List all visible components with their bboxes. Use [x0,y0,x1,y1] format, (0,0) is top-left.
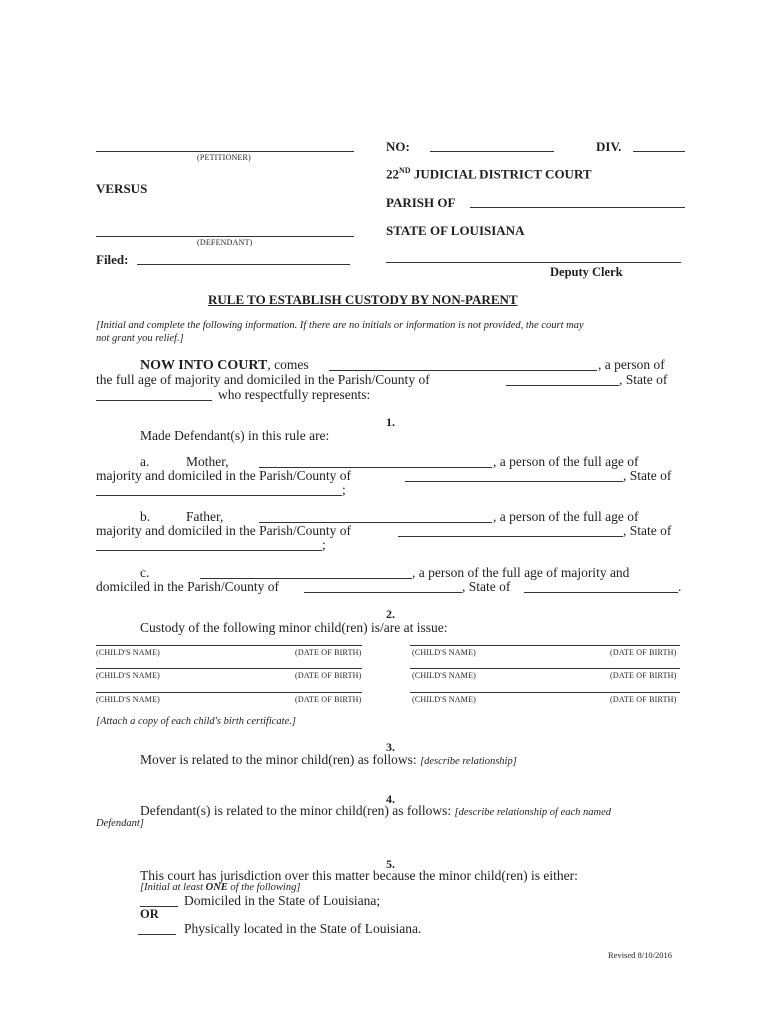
child-4-dob-label: (DATE OF BIRTH) [610,671,677,680]
case-no-line[interactable] [430,151,554,152]
court-name [386,166,592,182]
section-1-number: 1. [386,415,395,429]
defendant-a-letter: a. [140,454,150,469]
section-5-hint-one: ONE [205,882,228,893]
defendant-a-full-age: , a person of the full age of [493,454,639,469]
child-6-name-label: (CHILD'S NAME) [412,695,477,704]
option-located: Physically located in the State of Louisiana. [184,921,422,936]
other-parish-line[interactable] [304,592,462,593]
section-3-text [140,752,517,768]
state-label: STATE OF LOUISIANA [386,223,525,238]
section-3-number: 3. [386,740,395,754]
defendant-a-state-of: , State of [623,468,672,483]
child-3-name-label: (CHILD'S NAME) [96,671,161,680]
deputy-clerk-label: Deputy Clerk [550,265,623,279]
div-line[interactable] [633,151,685,152]
child-2-dob-label: (DATE OF BIRTH) [610,648,677,657]
section-3-hint: [describe relationship] [420,756,517,767]
section-5-hint-pre: [Initial at least [140,882,206,893]
child-4-name-label: (CHILD'S NAME) [412,671,477,680]
defendant-b-letter: b. [140,509,151,524]
child-5-line[interactable] [96,692,362,693]
option-domiciled: Domiciled in the State of Louisiana; [184,893,381,908]
defendant-c-period: . [678,579,682,594]
intro-person-of: , a person of [598,357,665,372]
section-4-hint-2: Defendant] [96,818,144,829]
revised-date: Revised 8/10/2016 [608,950,672,960]
child-4-line[interactable] [410,668,680,669]
section-4-number: 4. [386,792,395,806]
filed-label: Filed: [96,252,129,267]
child-2-name-label: (CHILD'S NAME) [412,648,477,657]
child-2-line[interactable] [410,645,680,646]
defendant-b-semicolon: ; [322,537,326,552]
mother-parish-line[interactable] [405,481,623,482]
mother-state-line[interactable] [96,495,342,496]
child-3-dob-label: (DATE OF BIRTH) [295,671,362,680]
instructions-line-1: [Initial and complete the following information. If there are no initials or information is not provided, the court may [96,320,584,331]
child-1-dob-label: (DATE OF BIRTH) [295,648,362,657]
father-state-line[interactable] [96,550,322,551]
defendant-b-role: Father, [186,509,224,524]
mover-parish-line[interactable] [506,385,619,386]
defendant-c-state-of: , State of [462,579,511,594]
child-1-line[interactable] [96,645,362,646]
page-title: RULE TO ESTABLISH CUSTODY BY NON-PARENT [208,292,518,307]
div-label: DIV. [596,139,622,154]
section-1-text: Made Defendant(s) in this rule are: [140,428,330,443]
child-1-name-label: (CHILD'S NAME) [96,648,161,657]
section-2-text: Custody of the following minor child(ren) is/are at issue: [140,620,448,635]
section-4-body: Defendant(s) is related to the minor child(ren) as follows: [140,803,452,818]
defendant-c-person: , a person of the full age of majority and [412,565,630,580]
child-5-dob-label: (DATE OF BIRTH) [295,695,362,704]
now-into-court: NOW INTO COURT [140,358,268,373]
defendant-c-letter: c. [140,565,150,580]
defendant-c-domiciled: domiciled in the Parish/County of [96,579,279,594]
parish-line[interactable] [470,207,685,208]
defendant-label: (DEFENDANT) [197,238,253,247]
child-6-line[interactable] [410,692,680,693]
defendant-a-majority: majority and domiciled in the Parish/County of [96,468,351,483]
case-no-label: NO: [386,139,410,154]
defendant-b-state-of: , State of [623,523,672,538]
mover-name-line[interactable] [329,370,597,371]
court-title: JUDICIAL DISTRICT COURT [413,166,592,182]
defendant-b-majority: majority and domiciled in the Parish/County of [96,523,351,538]
petitioner-label: (PETITIONER) [197,153,251,162]
father-parish-line[interactable] [398,536,623,537]
parish-label: PARISH OF [386,195,456,210]
defendant-line[interactable] [96,236,354,237]
versus-label: VERSUS [96,181,148,196]
section-5-hint-post: of the following] [227,882,301,893]
defendant-a-semicolon: ; [342,482,346,497]
intro-comes: , comes [267,357,309,372]
defendant-b-full-age: , a person of the full age of [493,509,639,524]
instructions-line-2: not grant you relief.] [96,333,184,344]
court-ordinal-suffix: ND [399,166,411,175]
section-5-number: 5. [386,857,395,871]
court-ordinal: 22 [386,166,399,182]
section-3-body: Mover is related to the minor child(ren) as follows: [140,752,417,767]
other-state-line[interactable] [524,592,678,593]
attach-note: [Attach a copy of each child's birth certificate.] [96,716,296,727]
petitioner-line[interactable] [96,151,354,152]
mover-state-line[interactable] [96,400,212,401]
section-5-hint [140,882,300,893]
or-label: OR [140,907,159,921]
intro-line-2: the full age of majority and domiciled in the Parish/County of [96,372,430,387]
child-6-dob-label: (DATE OF BIRTH) [610,695,677,704]
initial-located-line[interactable] [138,934,176,935]
intro-state-of: , State of [619,372,668,387]
section-4-hint: [describe relationship of each named [454,807,612,818]
child-3-line[interactable] [96,668,362,669]
child-5-name-label: (CHILD'S NAME) [96,695,161,704]
clerk-signature-line[interactable] [386,262,681,263]
filed-line[interactable] [137,264,350,265]
section-2-number: 2. [386,607,395,621]
defendant-a-role: Mother, [186,454,229,469]
section-4-text [140,803,611,819]
intro-represents: who respectfully represents: [218,387,371,402]
section-5-text: This court has jurisdiction over this matter because the minor child(ren) is either: [140,868,578,883]
